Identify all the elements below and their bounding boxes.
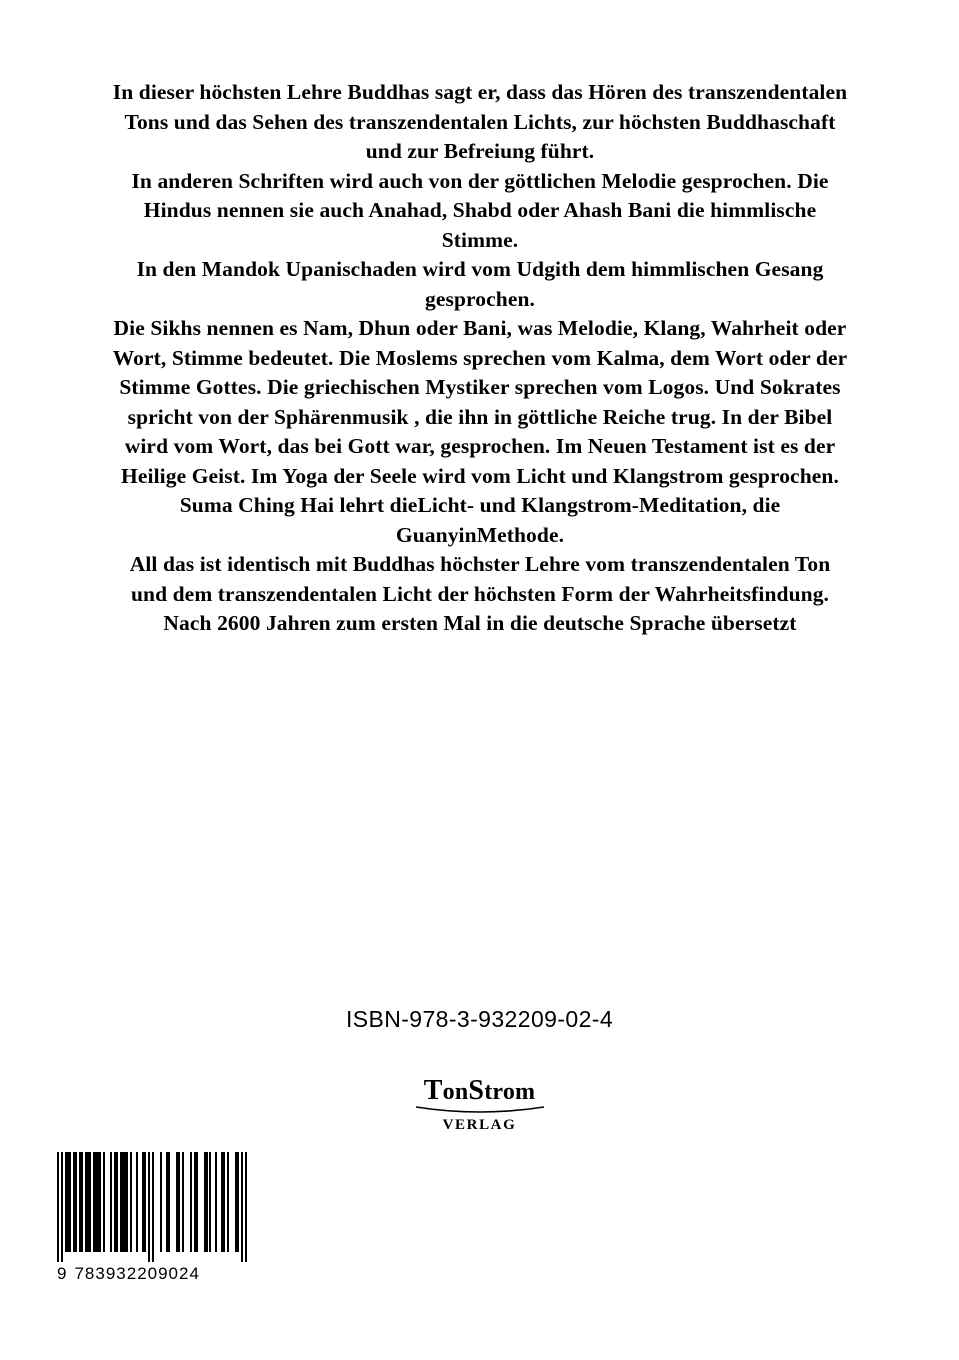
publisher-name-part: T bbox=[423, 1075, 443, 1106]
blurb-text-block bbox=[110, 78, 850, 639]
barcode-digits bbox=[57, 1264, 247, 1284]
ean-barcode bbox=[57, 1152, 247, 1284]
publisher-name-part: S bbox=[468, 1075, 485, 1106]
barcode-main-digits: 783932209024 bbox=[74, 1264, 200, 1283]
publisher-name-part: trom bbox=[484, 1079, 536, 1105]
publisher-subtitle: VERLAG bbox=[442, 1117, 517, 1133]
publisher-logo bbox=[0, 1075, 959, 1134]
publisher-name bbox=[423, 1075, 536, 1106]
blurb-paragraph: All das ist identisch mit Buddhas höchster Lehre vom transzendentalen Ton und dem transzendentalen Licht der höchsten Form der Wahrheitsfindung. bbox=[129, 552, 831, 606]
isbn-text: ISBN-978-3-932209-02-4 bbox=[345, 1006, 614, 1032]
publisher-name-part: on bbox=[442, 1079, 469, 1105]
blurb-paragraph: Die Sikhs nennen es Nam, Dhun oder Bani, was Melodie, Klang, Wahrheit oder Wort, Stimme bedeutet. Die Moslems sprechen vom Kalma, dem Wort oder der Stimme Gottes. Die griechischen Mystiker sprechen vom Logos. Und Sokrates spricht von der Sphärenmusik , die ihn in göttliche Reiche trug. In der Bibel wird vom Wort, das bei Gott war, gesprochen. Im Neuen Testament ist es der Heilige Geist. Im Yoga der Seele wird vom Licht und Klangstrom gesprochen. Suma Ching Hai lehrt dieLicht- und Klangstrom-Meditation, die GuanyinMethode. bbox=[112, 316, 848, 547]
blurb-paragraph: In dieser höchsten Lehre Buddhas sagt er, dass das Hören des transzendentalen Tons und das Sehen des transzendentalen Lichts, zur höchsten Buddhaschaft und zur Befreiung führt. bbox=[112, 80, 848, 163]
blurb-paragraph: In anderen Schriften wird auch von der göttlichen Melodie gesprochen. Die Hindus nennen sie auch Anahad, Shabd oder Ahash Bani die himmlische Stimme. bbox=[131, 168, 829, 252]
blurb-paragraph: In den Mandok Upanischaden wird vom Udgith dem himmlischen Gesang gesprochen. bbox=[136, 257, 824, 311]
publisher-swoosh-icon bbox=[415, 1106, 545, 1116]
blurb-paragraph: Nach 2600 Jahren zum ersten Mal in die deutsche Sprache übersetzt bbox=[163, 611, 797, 635]
barcode-bars bbox=[57, 1152, 247, 1262]
barcode-lead-digit: 9 bbox=[57, 1264, 68, 1283]
